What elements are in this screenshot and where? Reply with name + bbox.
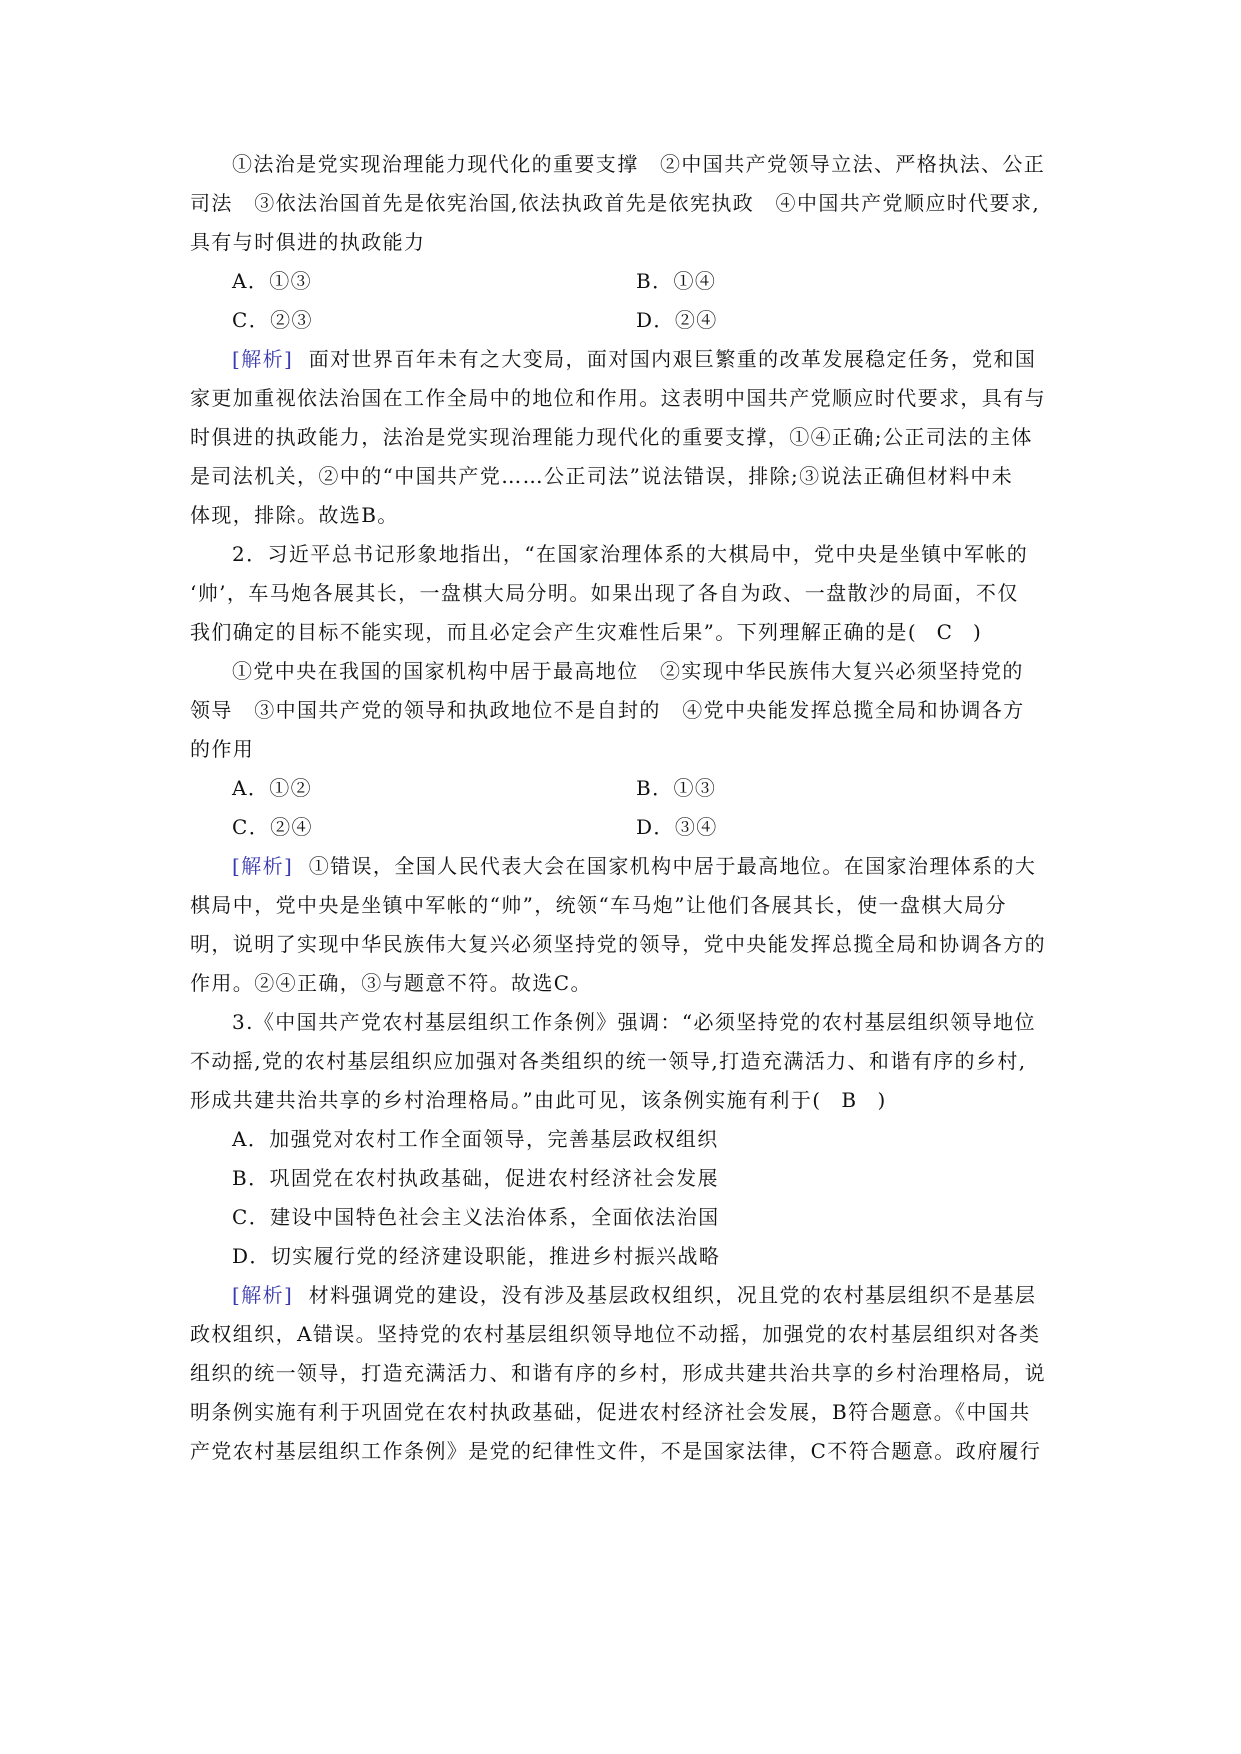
q1-option-c: C．②③	[232, 308, 313, 332]
stem-text: )	[973, 620, 983, 644]
answer-mark: B	[841, 1088, 858, 1112]
q2-option-a: A．①②	[232, 776, 313, 800]
q2-option-c: C．②④	[232, 815, 313, 839]
q1-statements-line: 司法 ③依法治国首先是依宪治国,依法执政首先是依宪执政 ④中国共产党顺应时代要求,	[190, 191, 1041, 215]
q1-option-d: D．②④	[636, 308, 718, 332]
q2-analysis-line: 明，说明了实现中华民族伟大复兴必须坚持党的领导，党中央能发挥总揽全局和协调各方的	[190, 932, 1046, 956]
analysis-text: 面对世界百年未有之大变局，面对国内艰巨繁重的改革发展稳定任务，党和国	[308, 347, 1037, 371]
q3-stem-line: 3.《中国共产党农村基层组织工作条例》强调：“必须坚持党的农村基层组织领导地位	[232, 1010, 1036, 1034]
stem-text: )	[877, 1088, 887, 1112]
q2-statements-line: 领导 ③中国共产党的领导和执政地位不是自封的 ④党中央能发挥总揽全局和协调各方	[190, 698, 1025, 722]
q3-analysis-line: 明条例实施有利于巩固党在农村执政基础，促进农村经济社会发展，B符合题意。《中国共	[190, 1400, 1031, 1424]
q1-analysis-line: 是司法机关，②中的“中国共产党……公正司法”说法错误，排除;③说法正确但材料中未	[190, 464, 1014, 488]
q2-analysis-line: 作用。②④正确，③与题意不符。故选C。	[190, 971, 592, 995]
q2-option-b: B．①③	[636, 776, 717, 800]
q3-analysis-line: 产党农村基层组织工作条例》是党的纪律性文件，不是国家法律，C不符合题意。政府履行	[190, 1439, 1042, 1463]
q2-analysis-line	[232, 852, 1036, 880]
q2-option-d: D．③④	[636, 815, 718, 839]
analysis-tag: [解析]	[232, 1283, 294, 1307]
q1-statements-line: ①法治是党实现治理能力现代化的重要支撑 ②中国共产党领导立法、严格执法、公正	[232, 152, 1046, 176]
q3-option-c: C．建设中国特色社会主义法治体系，全面依法治国	[232, 1205, 720, 1229]
analysis-tag: [解析]	[232, 347, 294, 371]
q3-stem-line	[190, 1086, 887, 1114]
stem-text: 我们确定的目标不能实现，而且必定会产生灾难性后果”。下列理解正确的是(	[190, 620, 918, 644]
q1-analysis-line: 家更加重视依法治国在工作全局中的地位和作用。这表明中国共产党顺应时代要求，具有与	[190, 386, 1046, 410]
q2-analysis-line: 棋局中，党中央是坐镇中军帐的“帅”，统领“车马炮”让他们各展其长，使一盘棋大局分	[190, 893, 1007, 917]
q1-analysis-line: 体现，排除。故选B。	[190, 503, 399, 527]
q1-statements-line: 具有与时俱进的执政能力	[190, 230, 426, 254]
answer-mark: C	[936, 620, 954, 644]
q2-statements-line: ①党中央在我国的国家机构中居于最高地位 ②实现中华民族伟大复兴必须坚持党的	[232, 659, 1024, 683]
q1-option-a: A．①③	[232, 269, 313, 293]
q2-statements-line: 的作用	[190, 737, 255, 761]
q1-option-b: B．①④	[636, 269, 717, 293]
q1-analysis-line	[232, 345, 1036, 373]
q3-stem-line: 不动摇,党的农村基层组织应加强对各类组织的统一领导,打造充满活力、和谐有序的乡村,	[190, 1049, 1027, 1073]
q3-option-a: A．加强党对农村工作全面领导，完善基层政权组织	[232, 1127, 719, 1151]
q3-option-d: D．切实履行党的经济建设职能，推进乡村振兴战略	[232, 1244, 721, 1268]
q2-stem-line: ‘帅’，车马炮各展其长，一盘棋大局分明。如果出现了各自为政、一盘散沙的局面，不仅	[190, 581, 1019, 605]
stem-text: 形成共建共治共享的乡村治理格局。”由此可见，该条例实施有利于(	[190, 1088, 822, 1112]
q2-stem-line: 2．习近平总书记形象地指出，“在国家治理体系的大棋局中，党中央是坐镇中军帐的	[232, 542, 1029, 566]
q3-option-b: B．巩固党在农村执政基础，促进农村经济社会发展	[232, 1166, 719, 1190]
q3-analysis-line: 政权组织，A错误。坚持党的农村基层组织领导地位不动摇，加强党的农村基层组织对各类	[190, 1322, 1041, 1346]
q3-analysis-line: 组织的统一领导，打造充满活力、和谐有序的乡村，形成共建共治共享的乡村治理格局，说	[190, 1361, 1046, 1385]
q2-stem-line	[190, 618, 982, 646]
analysis-tag: [解析]	[232, 854, 294, 878]
q3-analysis-line	[232, 1281, 1036, 1309]
analysis-text: 材料强调党的建设，没有涉及基层政权组织，况且党的农村基层组织不是基层	[308, 1283, 1037, 1307]
analysis-text: ①错误，全国人民代表大会在国家机构中居于最高地位。在国家治理体系的大	[308, 854, 1037, 878]
q1-analysis-line: 时俱进的执政能力，法治是党实现治理能力现代化的重要支撑，①④正确;公正司法的主体	[190, 425, 1033, 449]
